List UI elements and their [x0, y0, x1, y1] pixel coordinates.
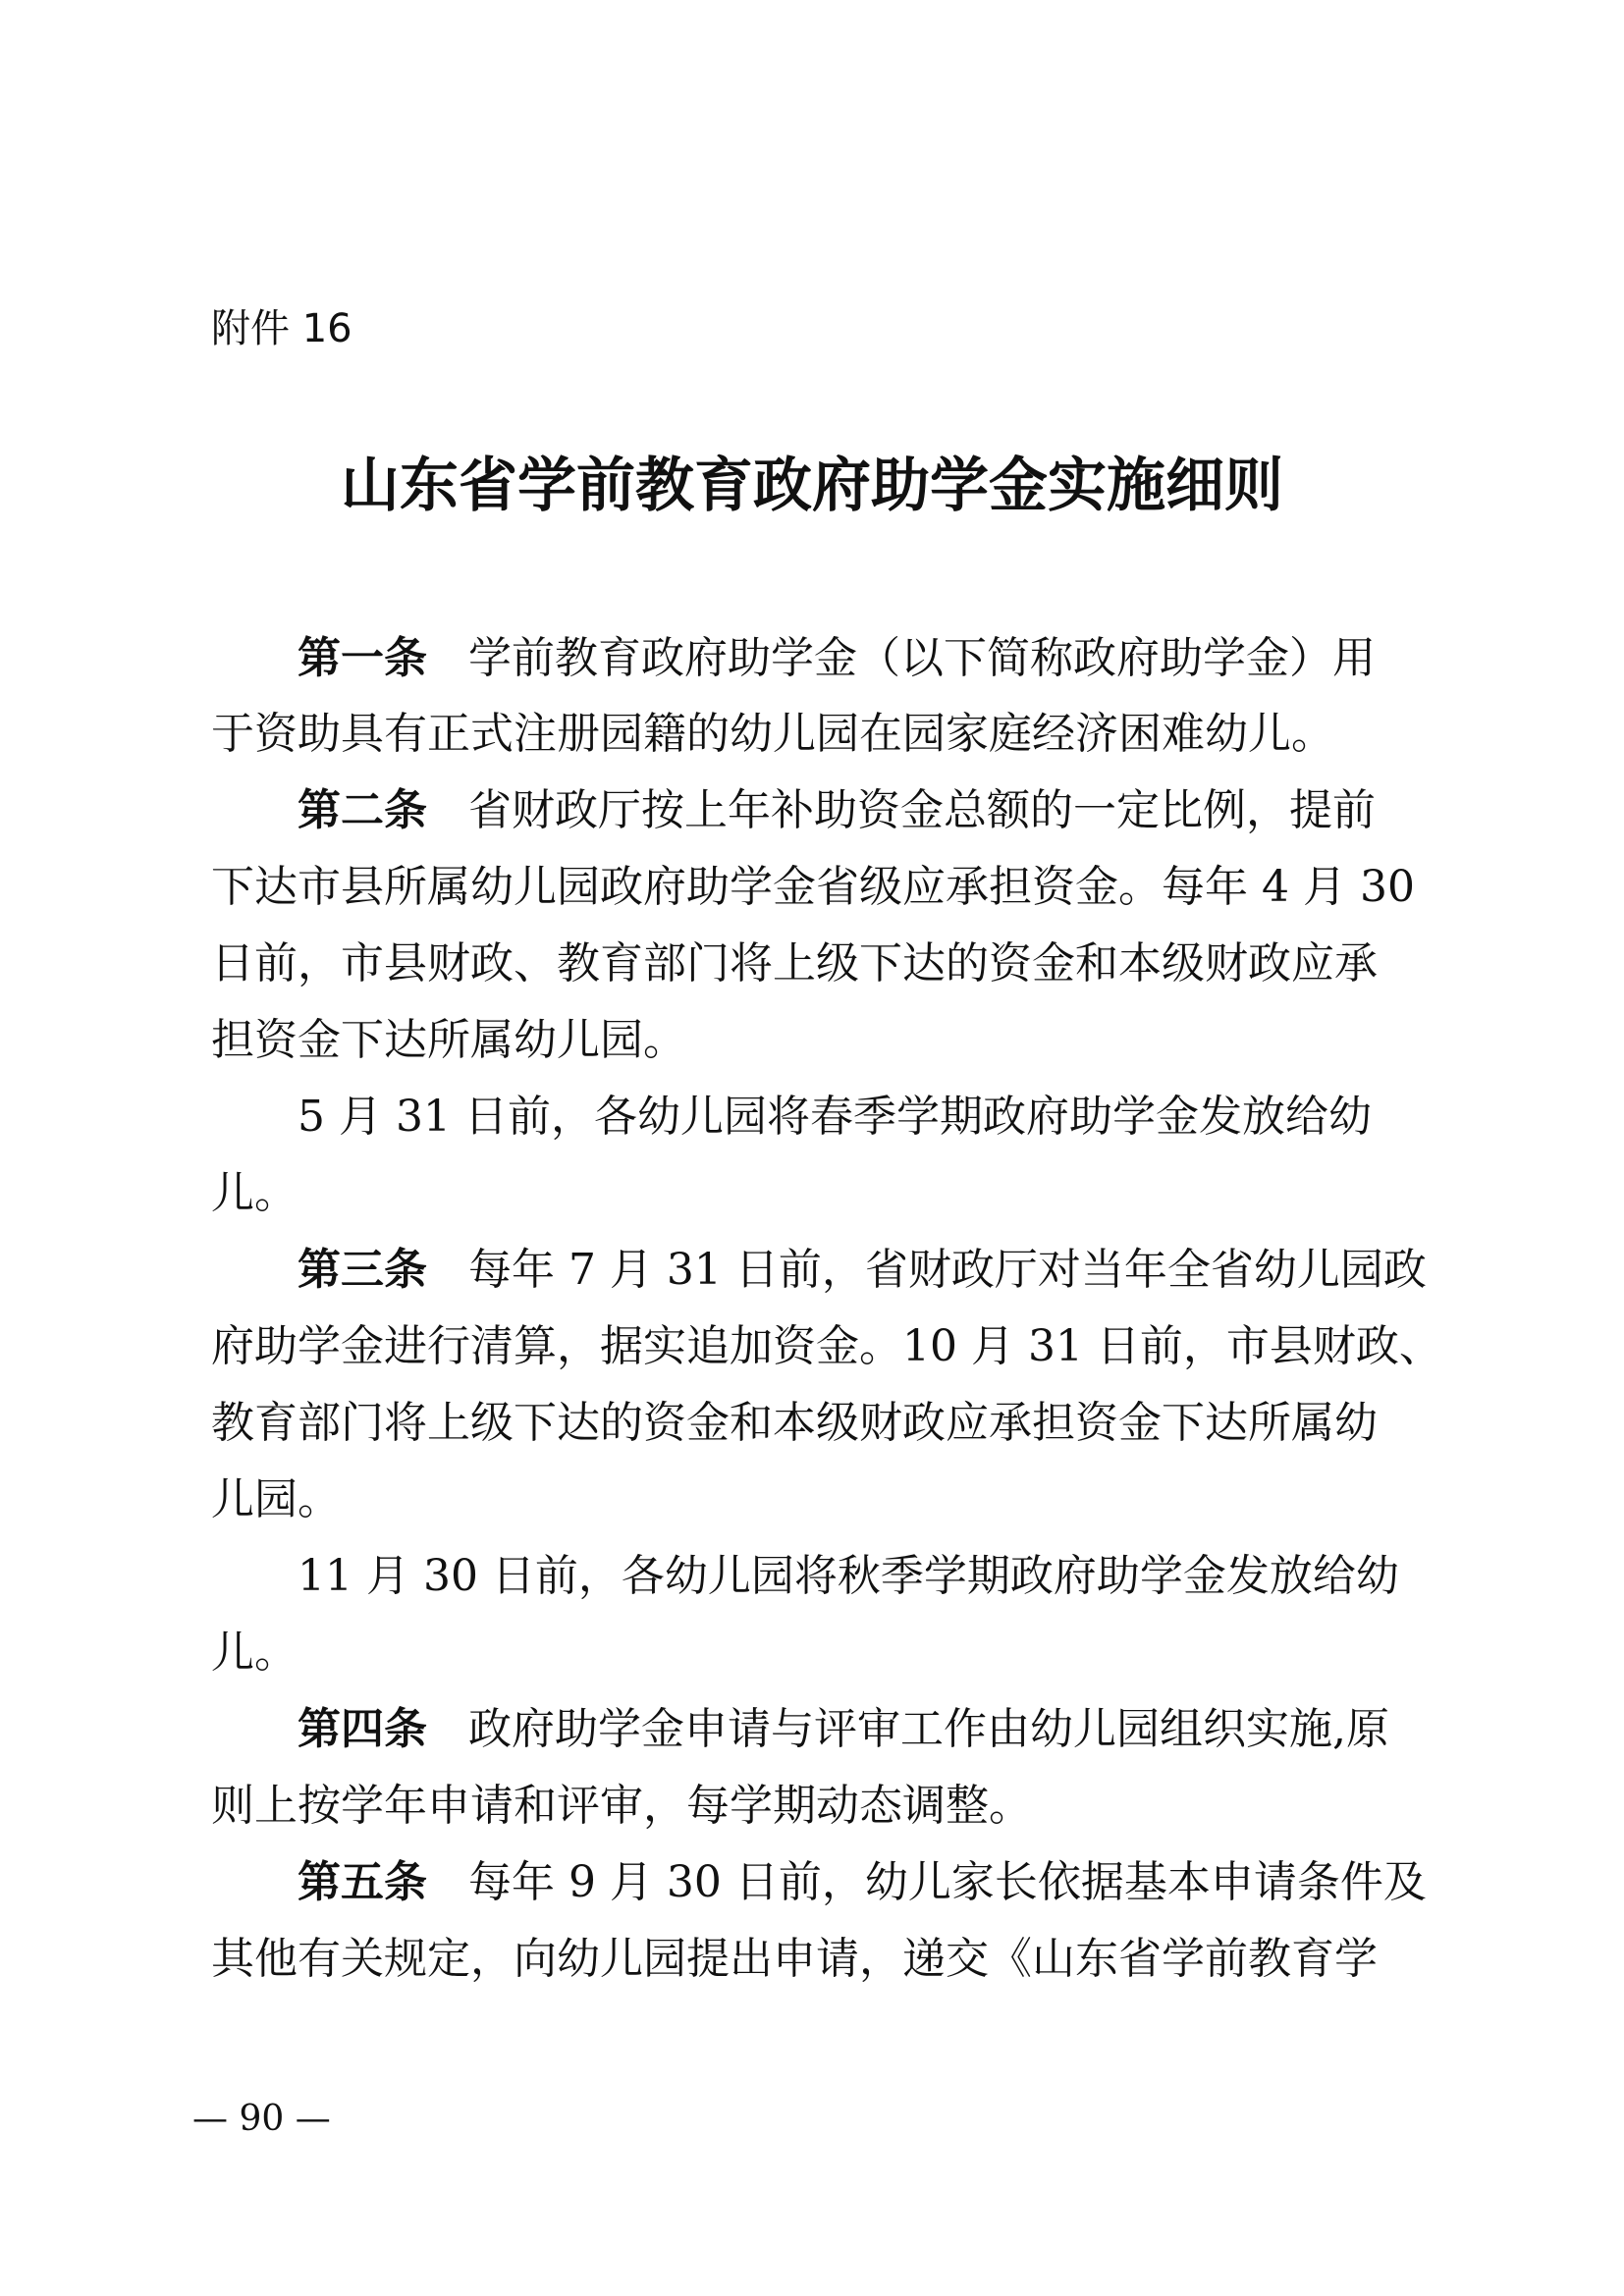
article-5-label: 第五条 [298, 1857, 427, 1907]
article-3-label: 第三条 [298, 1245, 427, 1295]
article-1-text: 学前教育政府助学金（以下简称政府助学金）用 [467, 633, 1376, 683]
article-2-line-2: 下达市县所属幼儿园政府助学金省级应承担资金。每年 4 月 30 [211, 862, 1415, 912]
document-title: 山东省学前教育政府助学金实施细则 [341, 452, 1283, 520]
article-4-line-2: 则上按学年申请和评审，每学期动态调整。 [211, 1781, 1032, 1831]
article-3-line-3: 教育部门将上级下达的资金和本级财政应承担资金下达所属幼 [211, 1398, 1378, 1448]
article-1-line-2: 于资助具有正式注册园籍的幼儿园在园家庭经济困难幼儿。 [211, 709, 1334, 759]
article-2-paragraph-2-line-1: 5 月 31 日前，各幼儿园将春季学期政府助学金发放给幼 [298, 1092, 1372, 1142]
article-1-label: 第一条 [298, 633, 427, 683]
article-2-line-3: 日前，市县财政、教育部门将上级下达的资金和本级财政应承 [211, 938, 1378, 988]
article-2-first-line [298, 777, 1376, 844]
attachment-label: 附件 16 [211, 306, 352, 351]
article-3-paragraph-2-line-1: 11 月 30 日前，各幼儿园将秋季学期政府助学金发放给幼 [298, 1551, 1399, 1601]
article-5-line-2: 其他有关规定，向幼儿园提出申请，递交《山东省学前教育学 [211, 1934, 1378, 1984]
article-2-text: 省财政厅按上年补助资金总额的一定比例，提前 [467, 785, 1376, 835]
article-5-first-line [298, 1849, 1427, 1916]
article-3-line-2: 府助学金进行清算，据实追加资金。10 月 31 日前，市县财政、 [211, 1321, 1442, 1371]
article-3-line-4: 儿园。 [211, 1474, 341, 1524]
page-number: — 90 — [192, 2099, 331, 2139]
article-4-text: 政府助学金申请与评审工作由幼儿园组织实施,原 [467, 1704, 1389, 1754]
article-5-text: 每年 9 月 30 日前，幼儿家长依据基本申请条件及 [467, 1857, 1427, 1907]
article-1-first-line [298, 625, 1376, 692]
article-4-label: 第四条 [298, 1704, 427, 1754]
article-2-label: 第二条 [298, 785, 427, 835]
article-3-paragraph-2-line-2: 儿。 [211, 1628, 298, 1678]
article-2-paragraph-2-line-2: 儿。 [211, 1168, 298, 1218]
article-2-line-4: 担资金下达所属幼儿园。 [211, 1015, 686, 1065]
article-4-first-line [298, 1696, 1389, 1763]
article-3-text: 每年 7 月 31 日前，省财政厅对当年全省幼儿园政 [467, 1245, 1427, 1295]
article-3-first-line [298, 1237, 1427, 1304]
